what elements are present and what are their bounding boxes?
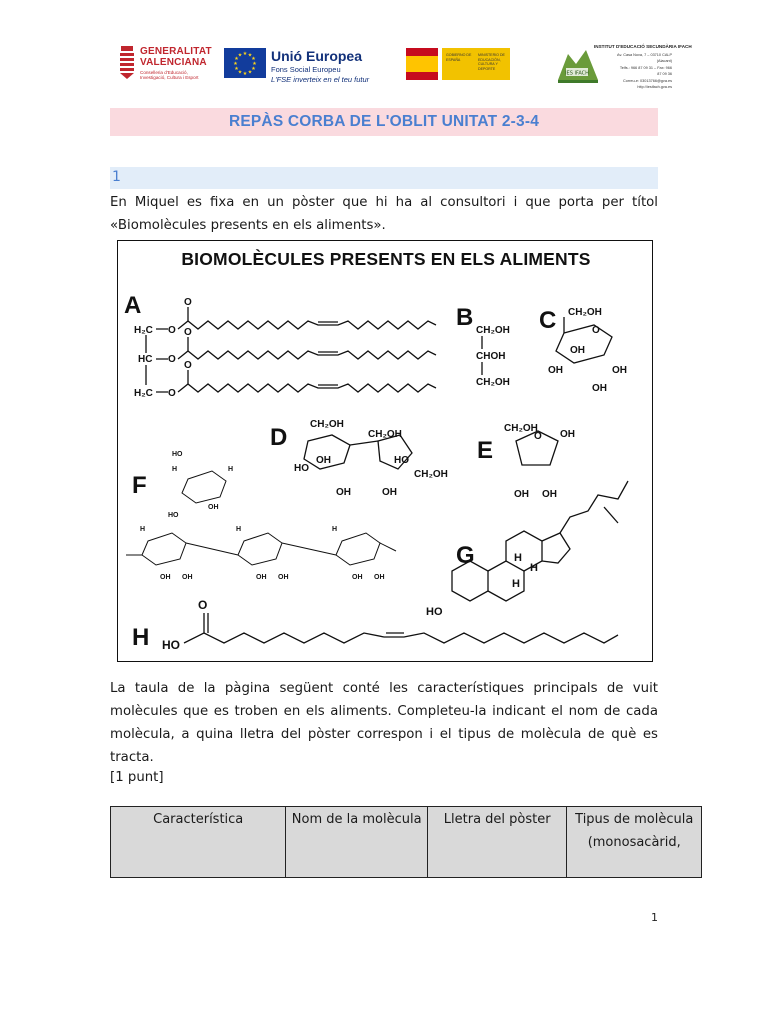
poster-letter-c: C xyxy=(539,307,557,334)
svg-text:H: H xyxy=(530,562,538,574)
school-logo xyxy=(556,40,692,90)
ministry-logo xyxy=(406,40,546,90)
svg-text:O: O xyxy=(534,431,542,442)
svg-text:HO: HO xyxy=(172,451,183,458)
question-number-bar xyxy=(110,167,658,189)
eu-title: Unió Europea xyxy=(271,48,363,64)
svg-text:OH: OH xyxy=(160,574,171,581)
table-header-molecule-type: Tipus de molècula (monosacàrid, xyxy=(575,812,694,850)
svg-text:★: ★ xyxy=(247,52,253,59)
svg-text:H₂C: H₂C xyxy=(134,325,153,336)
svg-text:OH: OH xyxy=(182,574,193,581)
svg-text:★: ★ xyxy=(247,69,253,76)
svg-text:HO: HO xyxy=(394,455,409,466)
svg-text:H: H xyxy=(332,526,338,533)
poster-letter-d: D xyxy=(270,424,288,451)
svg-text:★: ★ xyxy=(237,52,243,59)
svg-text:H: H xyxy=(236,526,242,533)
svg-text:OH: OH xyxy=(592,383,607,394)
page-title: REPÀS CORBA DE L'OBLIT UNITAT 2-3-4 xyxy=(228,113,540,130)
svg-text:OH: OH xyxy=(374,574,385,581)
molecule-e-ribose xyxy=(504,423,575,500)
spain-shield-icon xyxy=(406,48,438,80)
svg-text:H: H xyxy=(514,552,522,564)
poster-structures xyxy=(118,241,654,663)
characteristics-table xyxy=(110,806,702,878)
svg-text:O: O xyxy=(168,354,176,365)
svg-text:HO: HO xyxy=(168,512,179,519)
svg-text:HO: HO xyxy=(162,638,180,652)
intro-paragraph: En Miquel es fixa en un pòster que hi ha al consultori i que porta per títol «Biomolècules presents en els aliments». xyxy=(110,195,658,233)
generalitat-name: GENERALITAT VALENCIANA xyxy=(140,46,212,68)
instructions-paragraph: La taula de la pàgina següent conté les característiques principals de vuit molècules que es troben en els aliments. Completeu-la indicant el nom de cada molècula, a quina lletra del pòster correspon i el tipus de molècula de què es tracta. xyxy=(110,681,658,765)
svg-text:★: ★ xyxy=(251,66,256,72)
svg-text:H₂C: H₂C xyxy=(134,388,153,399)
svg-text:OH: OH xyxy=(278,574,289,581)
svg-text:OH: OH xyxy=(548,365,563,376)
molecule-a-triglyceride xyxy=(134,297,436,399)
poster-letter-e: E xyxy=(477,437,494,464)
svg-text:CH₂OH: CH₂OH xyxy=(504,423,538,434)
svg-text:O: O xyxy=(168,388,176,399)
eu-logo xyxy=(224,40,394,90)
poster-letter-a: A xyxy=(124,292,142,319)
svg-text:O: O xyxy=(198,598,208,612)
svg-text:★: ★ xyxy=(251,56,256,62)
svg-text:OH: OH xyxy=(514,489,529,500)
svg-text:O: O xyxy=(184,327,192,338)
svg-text:HO: HO xyxy=(426,606,443,618)
svg-text:★: ★ xyxy=(252,61,257,67)
generalitat-emblem-icon xyxy=(118,44,136,80)
header-logos xyxy=(110,40,692,90)
poster-letter-f: F xyxy=(132,472,147,499)
svg-text:OH: OH xyxy=(256,574,267,581)
svg-text:★: ★ xyxy=(234,56,239,62)
svg-text:CH₂OH: CH₂OH xyxy=(310,419,344,430)
svg-text:H: H xyxy=(140,526,146,533)
svg-text:HO: HO xyxy=(294,463,309,474)
svg-text:★: ★ xyxy=(237,69,243,76)
biomolecules-poster xyxy=(117,240,653,662)
poster-title: BIOMOLÈCULES PRESENTS EN ELS ALIMENTS xyxy=(181,249,591,269)
svg-text:CH₂OH: CH₂OH xyxy=(568,307,602,318)
svg-text:★: ★ xyxy=(234,66,239,72)
table-header-molecule-name: Nom de la molècula xyxy=(286,807,428,877)
svg-text:OH: OH xyxy=(570,345,585,356)
table-header-characteristic: Característica xyxy=(111,807,286,877)
svg-text:★: ★ xyxy=(242,71,248,77)
molecule-b-glycerol xyxy=(476,325,510,388)
eu-slogan: L'FSE inverteix en el teu futur xyxy=(271,75,370,84)
molecule-c-glucose xyxy=(548,307,627,394)
question-number: 1 xyxy=(112,169,121,185)
svg-text:CH₂OH: CH₂OH xyxy=(476,377,510,388)
generalitat-logo xyxy=(118,40,212,90)
molecule-f-starch xyxy=(126,451,396,581)
svg-text:OH: OH xyxy=(316,455,331,466)
svg-text:O: O xyxy=(184,360,192,371)
molecule-h-fatty-acid xyxy=(162,598,618,652)
svg-text:CH₂OH: CH₂OH xyxy=(414,469,448,480)
svg-text:OH: OH xyxy=(542,489,557,500)
svg-text:HC: HC xyxy=(138,354,153,365)
eu-fund: Fons Social Europeu xyxy=(271,65,341,74)
molecule-d-sucrose xyxy=(294,419,448,498)
svg-text:H: H xyxy=(172,466,178,473)
svg-text:CH₂OH: CH₂OH xyxy=(476,325,510,336)
eu-flag-icon xyxy=(224,48,266,78)
points-label: [1 punt] xyxy=(110,770,164,785)
svg-text:OH: OH xyxy=(382,487,397,498)
svg-text:CHOH: CHOH xyxy=(476,351,506,362)
svg-text:OH: OH xyxy=(612,365,627,376)
school-contact: Av. Casa Nova, 7 – 03710 CALP (Alacant) Telfs.: 966 87 09 31 – Fax: 966 87 09 36 Correu-e: 03013766@gva.es http://iesifach.gva.es xyxy=(617,53,672,90)
svg-text:OH: OH xyxy=(208,504,219,511)
svg-text:OH: OH xyxy=(336,487,351,498)
svg-text:H: H xyxy=(512,578,520,590)
svg-text:CH₂OH: CH₂OH xyxy=(368,429,402,440)
svg-text:OH: OH xyxy=(560,429,575,440)
page-title-bar xyxy=(110,108,658,136)
poster-letter-b: B xyxy=(456,304,474,331)
school-emblem-icon xyxy=(556,46,600,84)
school-badge: IES IFACH xyxy=(565,70,589,77)
generalitat-conselleria: Conselleria d'Educació, Investigació, Cultura i Esport xyxy=(140,70,199,80)
svg-text:★: ★ xyxy=(233,61,238,67)
svg-text:★: ★ xyxy=(242,51,248,57)
school-name: INSTITUT D'EDUCACIÓ SECUNDÀRIA IFACH xyxy=(594,44,692,49)
svg-text:O: O xyxy=(592,325,600,336)
svg-text:H: H xyxy=(228,466,234,473)
poster-letter-g: G xyxy=(456,542,475,569)
svg-text:OH: OH xyxy=(352,574,363,581)
svg-text:O: O xyxy=(168,325,176,336)
svg-text:O: O xyxy=(184,297,192,308)
ministry-name: MINISTERIO DE EDUCACIÓN, CULTURA Y DEPORTE xyxy=(478,53,505,71)
poster-letter-h: H xyxy=(132,624,150,651)
ministry-government: GOBIERNO DE ESPAÑA xyxy=(446,53,472,62)
table-header-poster-letter: Lletra del pòster xyxy=(428,807,568,877)
page-number: 1 xyxy=(651,911,658,924)
